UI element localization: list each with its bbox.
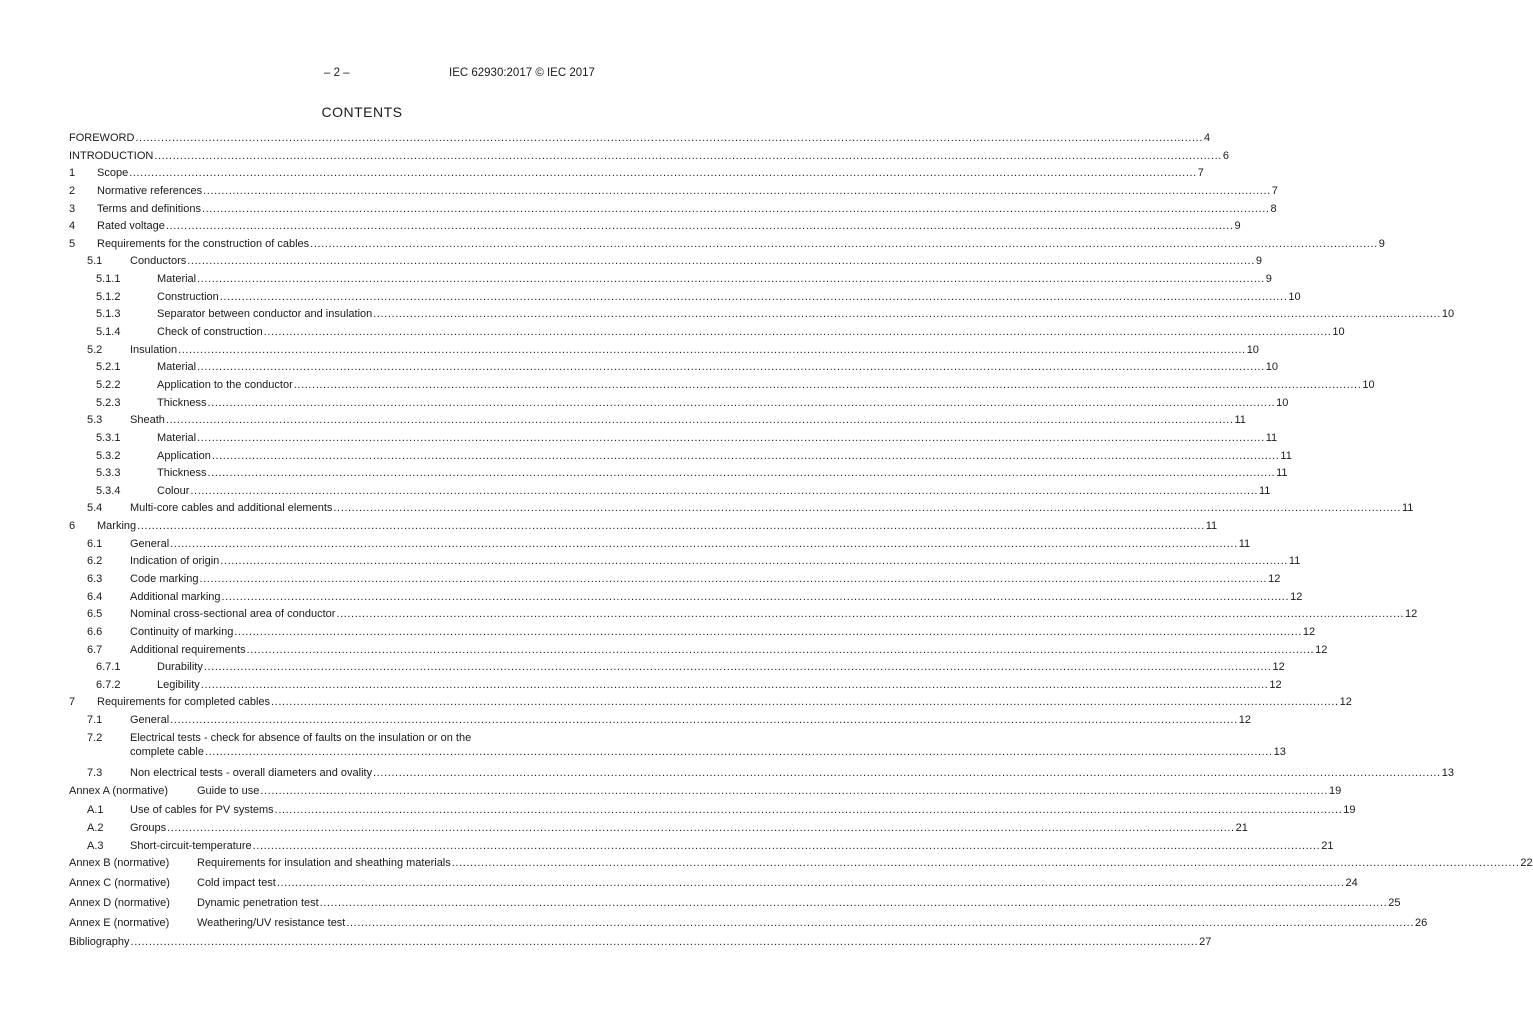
toc-entry[interactable]: [69, 308, 1455, 321]
toc-entry-page: 19: [1328, 784, 1342, 797]
toc-entry-number: 6.5: [87, 608, 103, 621]
toc-entry-page: 8: [1270, 202, 1277, 215]
toc-entry-title: Thickness: [157, 396, 207, 409]
toc-entry-title: Indication of origin: [130, 555, 220, 568]
leader-dots: [135, 132, 1203, 145]
toc-entry[interactable]: [69, 255, 1262, 268]
leader-dots: [166, 220, 1234, 233]
toc-entry-number: 4: [69, 220, 76, 233]
toc-entry[interactable]: [69, 555, 1301, 568]
toc-entry[interactable]: [69, 714, 1251, 727]
leader-dots: [222, 591, 1290, 604]
toc-entry[interactable]: [69, 784, 1342, 798]
toc-entry[interactable]: [69, 520, 1218, 533]
toc-entry-title: Continuity of marking: [130, 625, 234, 638]
leader-dots: [170, 538, 1238, 551]
toc-entry-title: Non electrical tests - overall diameters and ovality: [130, 767, 373, 780]
leader-dots: [205, 746, 1273, 759]
leader-dots: [131, 936, 1199, 949]
leader-dots: [277, 877, 1345, 890]
toc-entry-page: 10: [1288, 290, 1301, 303]
toc-entry-number: 5.2: [87, 343, 103, 356]
toc-entry[interactable]: [69, 378, 1375, 392]
leader-dots: [320, 897, 1388, 910]
toc-entry-title: Thickness: [157, 467, 207, 480]
toc-entry-page: 11: [1259, 484, 1271, 497]
toc-entry-page: 9: [1265, 273, 1272, 286]
toc-entry[interactable]: [69, 877, 1358, 890]
toc-entry-title: Groups: [130, 822, 167, 835]
toc-entry-number: 5.3.4: [96, 484, 121, 497]
toc-entry[interactable]: [69, 484, 1271, 498]
toc-entry-number: 5.1.1: [96, 273, 121, 286]
toc-entry-title-continued: complete cable: [130, 745, 204, 758]
toc-entry-title: Additional requirements: [130, 643, 246, 656]
toc-entry-number: 7.1: [87, 714, 103, 727]
leader-dots: [129, 167, 1197, 180]
toc-entry-title: Construction: [157, 290, 219, 303]
toc-entry-page: 10: [1332, 326, 1345, 339]
toc-entry-title: Material: [157, 431, 197, 444]
toc-entry-number: 5.3.2: [96, 449, 121, 462]
toc-entry-number: 6.4: [87, 590, 103, 603]
toc-entry[interactable]: [69, 237, 1385, 251]
leader-dots: [208, 467, 1276, 480]
toc-entry-title: Application to the conductor: [157, 378, 293, 391]
toc-entry[interactable]: [69, 696, 1352, 709]
toc-entry[interactable]: [69, 936, 1212, 949]
toc-entry[interactable]: [69, 290, 1301, 304]
toc-entry-number: 6: [69, 520, 76, 533]
toc-entry-title: Additional marking: [130, 590, 221, 603]
toc-entry-title: Application: [157, 449, 211, 462]
toc-entry-title: Guide to use: [197, 784, 260, 797]
toc-entry-number: 5.1.4: [96, 326, 121, 339]
toc-entry[interactable]: [69, 431, 1278, 445]
leader-dots: [253, 840, 1321, 853]
leader-dots: [234, 626, 1302, 639]
toc-entry-page: 12: [1272, 661, 1285, 674]
leader-dots: [264, 326, 1332, 339]
toc-entry-title: Rated voltage: [97, 220, 165, 233]
toc-entry-title: Nominal cross-sectional area of conductor: [130, 608, 336, 621]
toc-entry-title: Separator between conductor and insulation: [157, 308, 373, 321]
toc-entry-number: 5.3.1: [96, 431, 121, 444]
toc-entry-number: 1: [69, 167, 76, 180]
toc-entry-number: 7: [69, 696, 76, 709]
leader-dots: [201, 679, 1269, 692]
leader-dots: [247, 644, 1315, 657]
toc-entry-page: 21: [1321, 839, 1334, 852]
toc-entry[interactable]: [69, 343, 1259, 357]
leader-dots: [137, 520, 1205, 533]
toc-entry[interactable]: [69, 220, 1241, 233]
toc-entry-page: 7: [1197, 167, 1204, 180]
toc-entry-number: Annex D (normative): [69, 896, 170, 909]
toc-entry-number: 5: [69, 237, 76, 250]
toc-entry-title: Requirements for insulation and sheathing materials: [197, 857, 451, 870]
toc-entry-page: 26: [1414, 916, 1428, 929]
toc-entry[interactable]: [69, 167, 1204, 180]
toc-entry-title: General: [130, 714, 170, 727]
leader-dots: [310, 238, 1378, 251]
toc-entry-number: 5.2.2: [96, 378, 121, 391]
toc-entry[interactable]: [69, 590, 1303, 604]
toc-entry-title: Electrical tests - check for absence of faults on the insulation or on the: [130, 731, 472, 744]
leader-dots: [197, 432, 1265, 445]
leader-dots: [208, 397, 1276, 410]
toc-entry[interactable]: [69, 132, 1211, 145]
toc-entry-title: Requirements for completed cables: [97, 696, 271, 709]
toc-entry[interactable]: [69, 731, 1286, 759]
toc-entry-number: A.3: [87, 839, 104, 852]
leader-dots: [178, 344, 1246, 357]
leader-dots: [197, 273, 1265, 286]
leader-dots: [452, 857, 1520, 870]
toc-entry-number: A.1: [87, 804, 104, 817]
toc-entry[interactable]: [69, 502, 1414, 515]
toc-entry-page: 11: [1265, 431, 1278, 444]
toc-entry-number: 3: [69, 202, 76, 215]
page-header: [0, 67, 724, 83]
toc-entry-page: 11: [1401, 502, 1414, 515]
toc-entry[interactable]: [69, 396, 1289, 410]
toc-entry-number: 6.1: [87, 537, 103, 550]
toc-entry-page: 11: [1205, 520, 1218, 533]
leader-dots: [333, 502, 1401, 515]
toc-entry-page: 10: [1441, 308, 1455, 321]
toc-entry-title: Conductors: [130, 255, 187, 268]
toc-entry[interactable]: [69, 916, 1428, 930]
toc-entry-title: Colour: [157, 484, 190, 497]
toc-entry-number: A.2: [87, 822, 104, 835]
toc-entry-title: General: [130, 537, 170, 550]
toc-entry-page: 13: [1273, 745, 1286, 758]
toc-entry-number: 7.2: [87, 731, 103, 744]
leader-dots: [271, 696, 1339, 709]
toc-entry-number: 5.3: [87, 414, 103, 427]
toc-entry-page: 12: [1315, 643, 1328, 656]
leader-dots: [220, 291, 1288, 304]
page-number: – 2 –: [324, 67, 350, 79]
toc-entry-page: 4: [1203, 132, 1211, 144]
leader-dots: [199, 573, 1267, 586]
toc-entry-page: 12: [1405, 608, 1418, 621]
leader-dots: [336, 608, 1404, 621]
toc-entry-number: 5.2.1: [96, 361, 121, 374]
leader-dots: [373, 308, 1441, 321]
toc-entry-number: Annex B (normative): [69, 857, 170, 870]
toc-entry-page: 7: [1271, 184, 1278, 197]
leader-dots: [166, 414, 1234, 427]
toc-entry-number: 5.1.2: [96, 290, 121, 303]
toc-entry[interactable]: [69, 822, 1248, 835]
toc-entry-title: Code marking: [130, 573, 199, 585]
toc-entry-number: 6.7: [87, 643, 103, 656]
toc-entry-page: 22: [1520, 857, 1533, 870]
leader-dots: [190, 485, 1258, 498]
toc-entry[interactable]: [69, 149, 1230, 163]
toc-entry-page: 21: [1235, 822, 1248, 835]
toc-entry-title: Terms and definitions: [97, 202, 201, 215]
leader-dots: [275, 804, 1343, 817]
toc-entry-page: 24: [1345, 877, 1358, 890]
toc-entry-number: 5.4: [87, 502, 103, 515]
toc-entry[interactable]: [69, 857, 1533, 870]
standard-reference: IEC 62930:2017 © IEC 2017: [449, 67, 595, 79]
toc-entry[interactable]: [69, 537, 1251, 551]
toc-entry[interactable]: [69, 361, 1278, 374]
toc-entry-title: Weathering/UV resistance test: [197, 916, 346, 929]
toc-entry[interactable]: [69, 449, 1292, 463]
leader-dots: [197, 361, 1265, 374]
toc-entry-page: 13: [1441, 767, 1454, 780]
toc-entry-page: 12: [1269, 678, 1282, 691]
toc-entry[interactable]: [69, 202, 1277, 216]
toc-entry-number: 5.3.3: [96, 467, 121, 480]
toc-entry-title: Bibliography: [69, 936, 130, 949]
toc-entry-title: Marking: [97, 520, 137, 533]
toc-entry-number: 6.7.2: [96, 678, 121, 691]
toc-entry-title: Requirements for the construction of cables: [97, 237, 310, 250]
toc-entry-page: 12: [1238, 714, 1251, 727]
toc-entry-title: Insulation: [130, 343, 178, 356]
toc-entry-number: 6.2: [87, 555, 103, 568]
contents-title: CONTENTS: [321, 104, 403, 120]
toc-entry-page: 25: [1388, 896, 1401, 909]
toc-entry[interactable]: [69, 273, 1272, 286]
toc-entry-title: Use of cables for PV systems: [130, 804, 274, 817]
leader-dots: [373, 767, 1441, 780]
toc-entry-title: Legibility: [157, 678, 200, 691]
toc-entry-page: 11: [1238, 537, 1251, 550]
leader-dots: [260, 785, 1328, 798]
toc-entry-number: 7.3: [87, 767, 103, 780]
toc-entry-number: Annex C (normative): [69, 877, 170, 890]
toc-entry-page: 10: [1265, 361, 1278, 374]
toc-entry[interactable]: [69, 625, 1316, 639]
toc-entry-title: Scope: [97, 167, 129, 180]
toc-entry[interactable]: [69, 767, 1454, 780]
toc-entry[interactable]: [69, 573, 1281, 586]
toc-entry-title: Durability: [157, 661, 203, 674]
toc-entry-page: 12: [1339, 696, 1352, 709]
toc-entry-title: Sheath: [130, 414, 165, 427]
toc-entry-title: Cold impact test: [197, 877, 276, 890]
toc-entry-title: Check of construction: [157, 326, 263, 339]
leader-dots: [220, 555, 1288, 568]
toc-entry-number: 6.6: [87, 625, 103, 638]
toc-entry[interactable]: [69, 608, 1418, 621]
toc-entry-number: Annex A (normative): [69, 784, 169, 797]
toc-entry-title: Short-circuit-temperature: [130, 839, 252, 852]
toc-entry-number: 5.1.3: [96, 308, 121, 321]
leader-dots: [170, 714, 1238, 727]
toc-entry-number: Annex E (normative): [69, 916, 170, 929]
toc-entry-number: 5.2.3: [96, 396, 121, 409]
toc-entry-page: 19: [1343, 804, 1356, 817]
toc-entry-title: Dynamic penetration test: [197, 896, 319, 909]
leader-dots: [346, 917, 1414, 930]
leader-dots: [167, 822, 1235, 835]
toc-entry-title: Multi-core cables and additional elements: [130, 502, 333, 515]
toc-entry-page: 9: [1378, 237, 1385, 250]
toc-entry[interactable]: [69, 414, 1246, 427]
toc-entry-page: 11: [1276, 467, 1288, 480]
toc-entry[interactable]: [69, 326, 1345, 339]
toc-entry-page: 11: [1280, 449, 1292, 462]
toc-entry-number: 2: [69, 184, 76, 197]
leader-dots: [202, 203, 1270, 216]
toc-entry[interactable]: [69, 643, 1328, 657]
toc-entry-title: Normative references: [97, 184, 203, 197]
toc-entry[interactable]: [69, 839, 1334, 853]
toc-entry-title: FOREWORD: [69, 132, 135, 144]
toc-entry-page: 12: [1302, 625, 1316, 638]
toc-entry-page: 10: [1246, 343, 1259, 356]
toc-entry[interactable]: [69, 661, 1285, 674]
toc-entry-title: INTRODUCTION: [69, 149, 154, 162]
toc-entry-page: 9: [1255, 255, 1262, 268]
leader-dots: [187, 255, 1255, 268]
leader-dots: [294, 379, 1362, 392]
toc-entry[interactable]: [69, 184, 1278, 198]
leader-dots: [212, 450, 1280, 463]
toc-entry-number: 5.1: [87, 255, 103, 268]
leader-dots: [204, 661, 1272, 674]
toc-entry-page: 27: [1199, 936, 1212, 949]
leader-dots: [203, 185, 1271, 198]
leader-dots: [154, 150, 1222, 163]
toc-entry-number: 6.7.1: [96, 661, 121, 674]
toc-entry-page: 12: [1268, 573, 1281, 585]
toc-entry[interactable]: [69, 804, 1356, 817]
toc-entry-number: 6.3: [87, 573, 103, 585]
toc-entry[interactable]: [69, 896, 1401, 910]
toc-entry-page: 6: [1222, 149, 1230, 162]
toc-entry-page: 11: [1288, 555, 1301, 568]
toc-entry-page: 9: [1234, 220, 1241, 233]
toc-entry-title: Material: [157, 361, 197, 374]
toc-entry[interactable]: [69, 678, 1282, 692]
toc-entry-page: 11: [1234, 414, 1246, 427]
toc-entry-page: 10: [1362, 378, 1375, 391]
toc-entry-page: 12: [1290, 590, 1303, 603]
toc-entry-page: 10: [1276, 396, 1289, 409]
toc-entry-title: Material: [157, 273, 197, 286]
toc-entry[interactable]: [69, 467, 1288, 480]
